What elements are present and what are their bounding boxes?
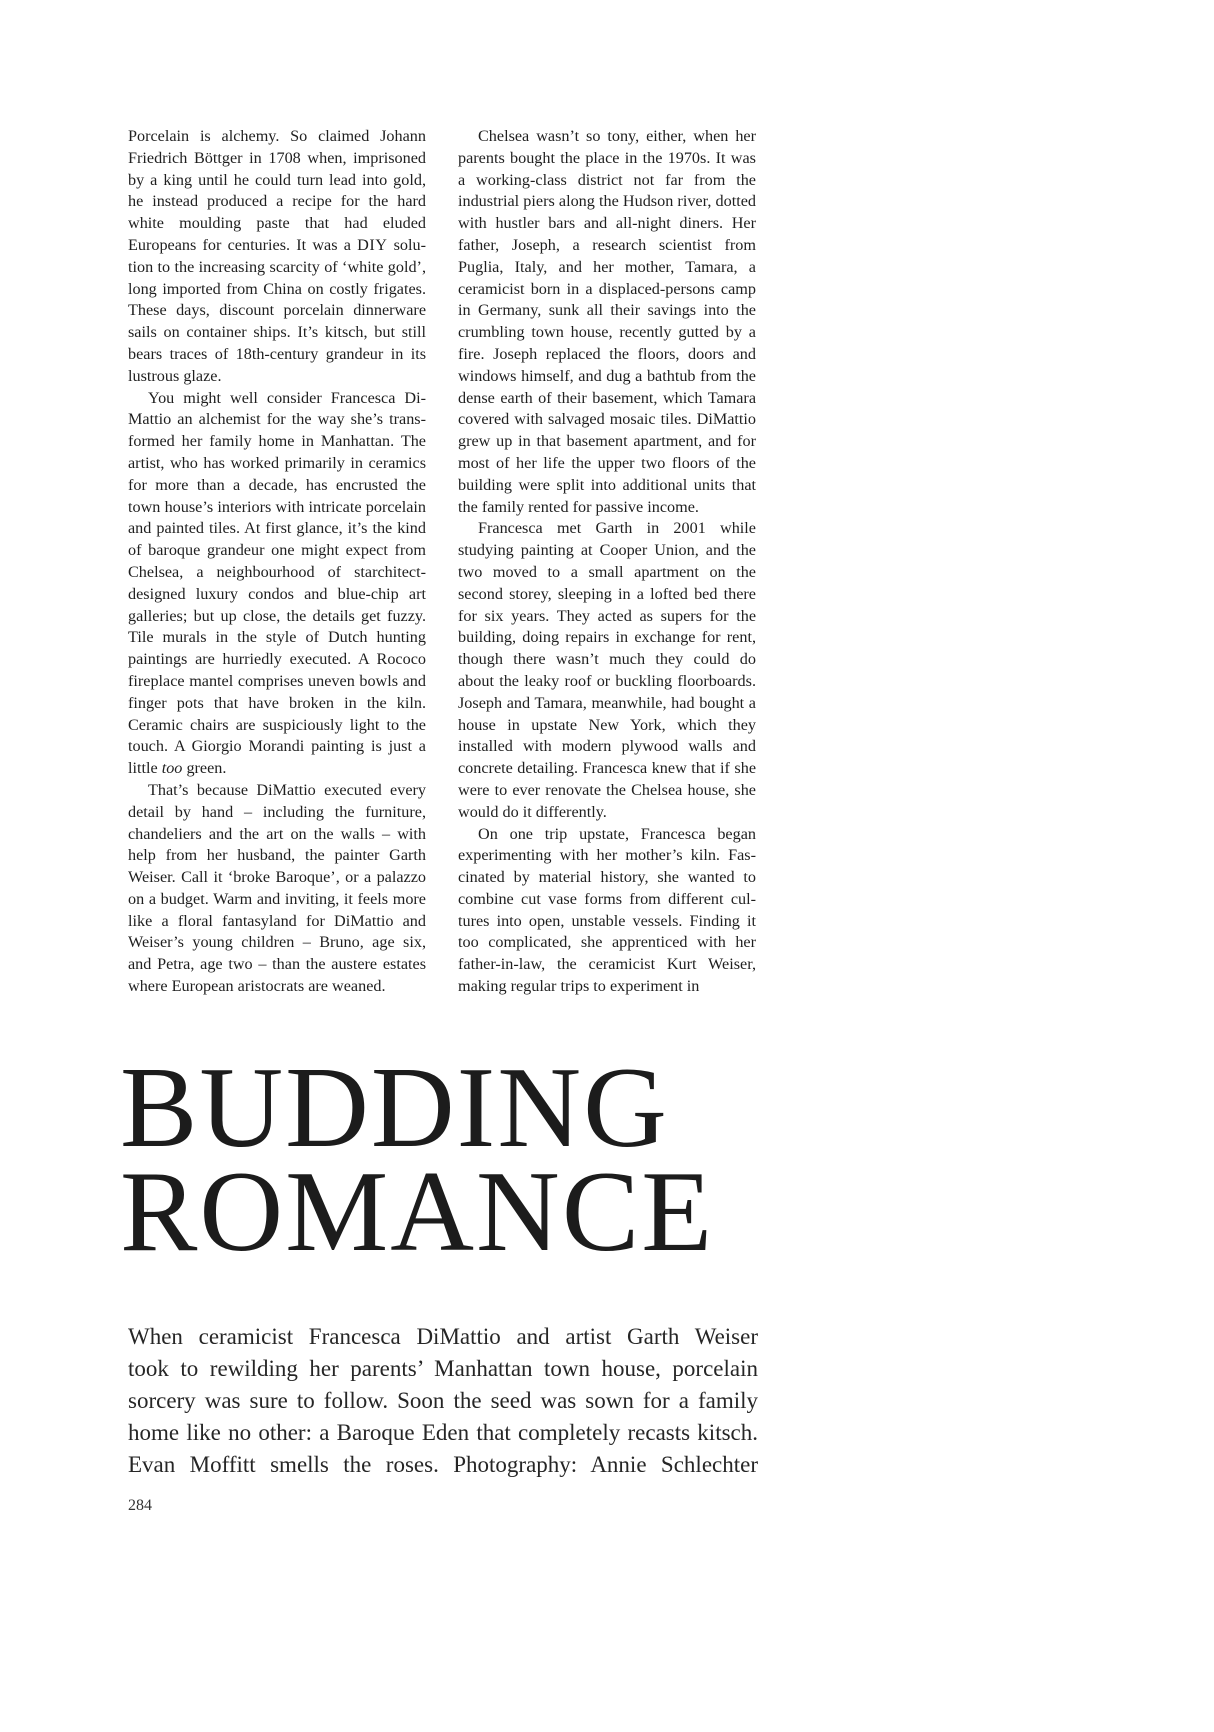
standfirst-line: Evan Moffitt smells the roses. Photography: Annie Schlechter — [128, 1452, 758, 1477]
headline-line-2: ROMANCE — [120, 1148, 715, 1276]
page-number: 284 — [128, 1497, 152, 1514]
standfirst-line: sorcery was sure to follow. Soon the seed was sown for a family — [128, 1388, 758, 1413]
body-paragraph: That’s because DiMattio executed every detail by hand – including the furniture, chandeliers and the art on the walls – with help from her husband, the painter Garth Weiser. Call it ‘broke Baroque’, or a palazzo on a budget. Warm and inviting, it feels more like a floral fantasyland for DiMattio and Weiser’s young children – Bruno, age six, and Petra, age two – than the austere estates where European aristocrats are weaned. — [128, 780, 426, 996]
body-paragraph: Porcelain is alchemy. So claimed Johann Friedrich Böttger in 1708 when, imprisoned by a king until he could turn lead into gold, he instead produced a recipe for the hard white moulding paste that had eluded Europeans for centuries. It was a DIY solution to the increasing scarcity of ‘white gold’, long imported from China on costly frigates. These days, discount porcelain dinnerware sails on container ships. It’s kitsch, but still bears traces of 18th-century grandeur in its lustrous glaze. — [128, 127, 426, 385]
body-paragraph: On one trip upstate, Francesca began experimenting with her mother’s kiln. Fascinated by material history, she wanted to combine cut vase forms from different cultures into open, unstable vessels. Finding it too complicated, she apprenticed with her father-in-law, the ceramicist Kurt Weiser, making regular trips to experiment in — [458, 824, 756, 996]
standfirst-line: home like no other: a Baroque Eden that completely recasts kitsch. — [128, 1420, 758, 1445]
diy-abbreviation: DIY — [357, 235, 388, 254]
body-paragraph: Chelsea wasn’t so tony, either, when her parents bought the place in the 1970s. It was a working-class district not far from the industrial piers along the Hudson river, dotted with hustler bars and all-night diners. Her father, Joseph, a research scientist from Puglia, Italy, and her mother, Tamara, a ceramicist born in a displaced-persons camp in Germany, sunk all their savings into the crumbling town house, recently gutted by a fire. Joseph replaced the floors, doors and windows himself, and dug a bathtub from the dense earth of their basement, which Tamara covered with salvaged mosaic tiles. DiMattio grew up in that basement apartment, and for most of her life the upper two floors of the building were split into additional units that the family rented for passive income. — [458, 127, 756, 516]
body-column-right — [458, 126, 756, 998]
emphasis-text: too — [161, 759, 183, 778]
standfirst-line: took to rewilding her parents’ Manhattan town house, porcelain — [128, 1356, 758, 1381]
body-text-columns — [128, 126, 756, 998]
standfirst — [128, 1321, 758, 1481]
article-headline — [120, 1044, 780, 1276]
body-paragraph: You might well consider Francesca DiMattio an alchemist for the way she’s transformed her family home in Manhattan. The artist, who has worked primarily in ceramics for more than a decade, has encrusted the town house’s interiors with intricate porcelain and painted tiles. At first glance, it’s the kind of baroque grandeur one might expect from Chelsea, a neighbourhood of starchitect-designed luxury condos and blue-chip art galleries; but up close, the details get fuzzy. Tile murals in the style of Dutch hunting paintings are hurriedly executed. A Rococo fireplace mantel comprises uneven bowls and finger pots that have broken in the kiln. Ceramic chairs are suspiciously light to the touch. A Giorgio Morandi painting is just a little too green. — [128, 388, 426, 778]
headline-line-1: BUDDING — [120, 1044, 669, 1172]
body-paragraph: Francesca met Garth in 2001 while studying painting at Cooper Union, and the two moved to a small apartment on the second storey, sleeping in a lofted bed there for six years. They acted as supers for the building, doing repairs in exchange for rent, though there wasn’t much they could do about the leaky roof or buckling floorboards. Joseph and Tamara, meanwhile, had bought a house in upstate New York, which they installed with modern plywood walls and concrete detailing. Francesca knew that if she were to ever renovate the Chelsea house, she would do it differently. — [458, 519, 756, 821]
body-column-left — [128, 126, 426, 998]
standfirst-line: When ceramicist Francesca DiMattio and artist Garth Weiser — [128, 1324, 758, 1349]
